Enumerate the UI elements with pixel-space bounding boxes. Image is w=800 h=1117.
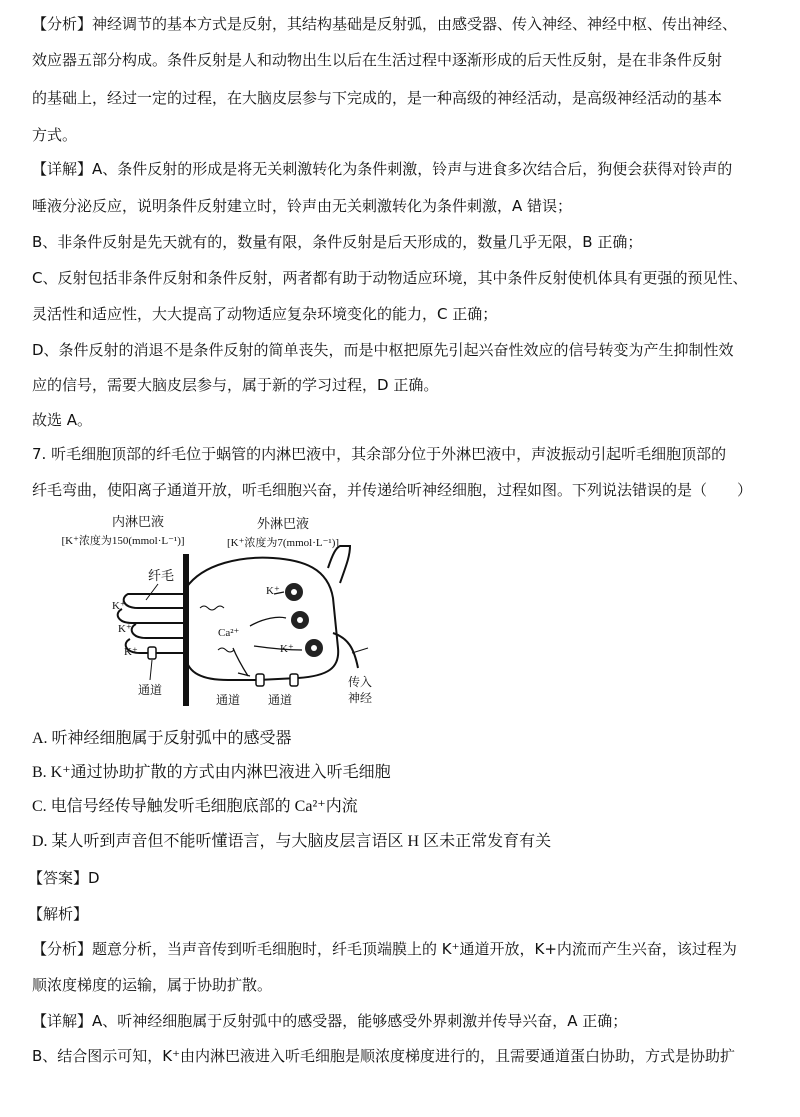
k-ion-label: K⁺ — [118, 623, 132, 635]
option-d: D. 某人听到声音但不能听懂语言，与大脑皮层言语区 H 区未正常发育有关 — [32, 833, 552, 850]
text-line: 故选 A。 — [32, 411, 93, 429]
option-b: B. K⁺通过协助扩散的方式由内淋巴液进入听毛细胞 — [32, 764, 391, 781]
k-ion-label: K⁺ — [266, 585, 280, 597]
text-line: B、结合图示可知，K⁺由内淋巴液进入听毛细胞是顺浓度梯度进行的，且需要通道蛋白协助，方式是协助扩 — [32, 1047, 736, 1065]
text-line: D、条件反射的消退不是条件反射的简单丧失，而是中枢把原先引起兴奋性效应的信号转变为产生抑制性效 — [32, 341, 734, 359]
question-stem: 纤毛弯曲，使阳离子通道开放，听毛细胞兴奋，并传递给听神经细胞，过程如图。下列说法错误的是（ ） — [32, 481, 753, 499]
text-line: 唾液分泌反应，说明条件反射建立时，铃声由无关刺激转化为条件刺激，A 错误； — [32, 197, 573, 215]
hair-cell-diagram — [28, 508, 388, 718]
channel-label: 通道 — [216, 693, 241, 707]
analysis-heading: 【解析】 — [28, 905, 89, 923]
text-line: 【分析】神经调节的基本方式是反射，其结构基础是反射弧，由感受器、传入神经、神经中枢、传出神经、 — [32, 15, 738, 33]
outer-lymph-label: 外淋巴液 — [256, 517, 310, 532]
outer-conc-label: [K⁺浓度为7(mmol·L⁻¹)] — [226, 537, 340, 549]
hair-cell-figure — [28, 508, 388, 718]
afferent-label: 神经 — [348, 691, 373, 705]
text-line: 灵活性和适应性，大大提高了动物适应复杂环境变化的能力，C 正确； — [32, 305, 498, 323]
text-line: 【详解】A、条件反射的形成是将无关刺激转化为条件刺激，铃声与进食多次结合后，狗便会获得对铃声的 — [32, 160, 733, 178]
hair-cell-body — [186, 558, 338, 680]
text-line: B、非条件反射是先天就有的，数量有限，条件反射是后天形成的，数量几乎无限，B 正确； — [32, 233, 643, 251]
text-line: 的基础上，经过一定的过程，在大脑皮层参与下完成的，是一种高级的神经活动，是高级神经活动的基本 — [32, 89, 723, 107]
text-line: 方式。 — [32, 126, 78, 144]
text-line: 效应器五部分构成。条件反射是人和动物出生以后在生活过程中逐渐形成的后天性反射，是在非条件反射 — [32, 51, 723, 69]
flow-arrows — [233, 592, 302, 676]
cilia-label: 纤毛 — [148, 569, 175, 584]
channel-label: 通道 — [138, 683, 163, 697]
text-line: 应的信号，需要大脑皮层参与，属于新的学习过程，D 正确。 — [32, 376, 439, 394]
k-ion-label: K⁺ — [112, 600, 126, 612]
inner-lymph-label: 内淋巴液 — [111, 515, 165, 530]
option-c: C. 电信号经传导触发听毛细胞底部的 Ca²⁺内流 — [32, 798, 358, 815]
answer-label: 【答案】D — [28, 869, 100, 887]
text-line: 顺浓度梯度的运输，属于协助扩散。 — [32, 976, 273, 994]
inner-conc-label: [K⁺浓度为150(mmol·L⁻¹)] — [61, 535, 185, 547]
k-ion-label: K⁺ — [280, 643, 294, 655]
text-line: 【分析】题意分析，当声音传到听毛细胞时，纤毛顶端膜上的 K⁺通道开放，K+内流而产生兴奋，该过程为 — [32, 940, 737, 958]
text-line: C、反射包括非条件反射和条件反射，两者都有助于动物适应环境，其中条件反射使机体具有更强的预见性、 — [32, 269, 748, 287]
ca-ion-label: Ca²⁺ — [218, 627, 240, 639]
k-ion-label: K⁺ — [124, 646, 138, 658]
afferent-label: 传入 — [348, 675, 373, 689]
cell-top-stalk — [328, 546, 350, 583]
channel-label: 通道 — [268, 693, 293, 707]
option-a: A. 听神经细胞属于反射弧中的感受器 — [32, 730, 292, 747]
question-stem: 7. 听毛细胞顶部的纤毛位于蜗管的内淋巴液中，其余部分位于外淋巴液中，声波振动引起听毛细胞顶部的 — [32, 445, 727, 463]
text-line: 【详解】A、听神经细胞属于反射弧中的感受器，能够感受外界刺激并传导兴奋，A 正确； — [32, 1012, 628, 1030]
